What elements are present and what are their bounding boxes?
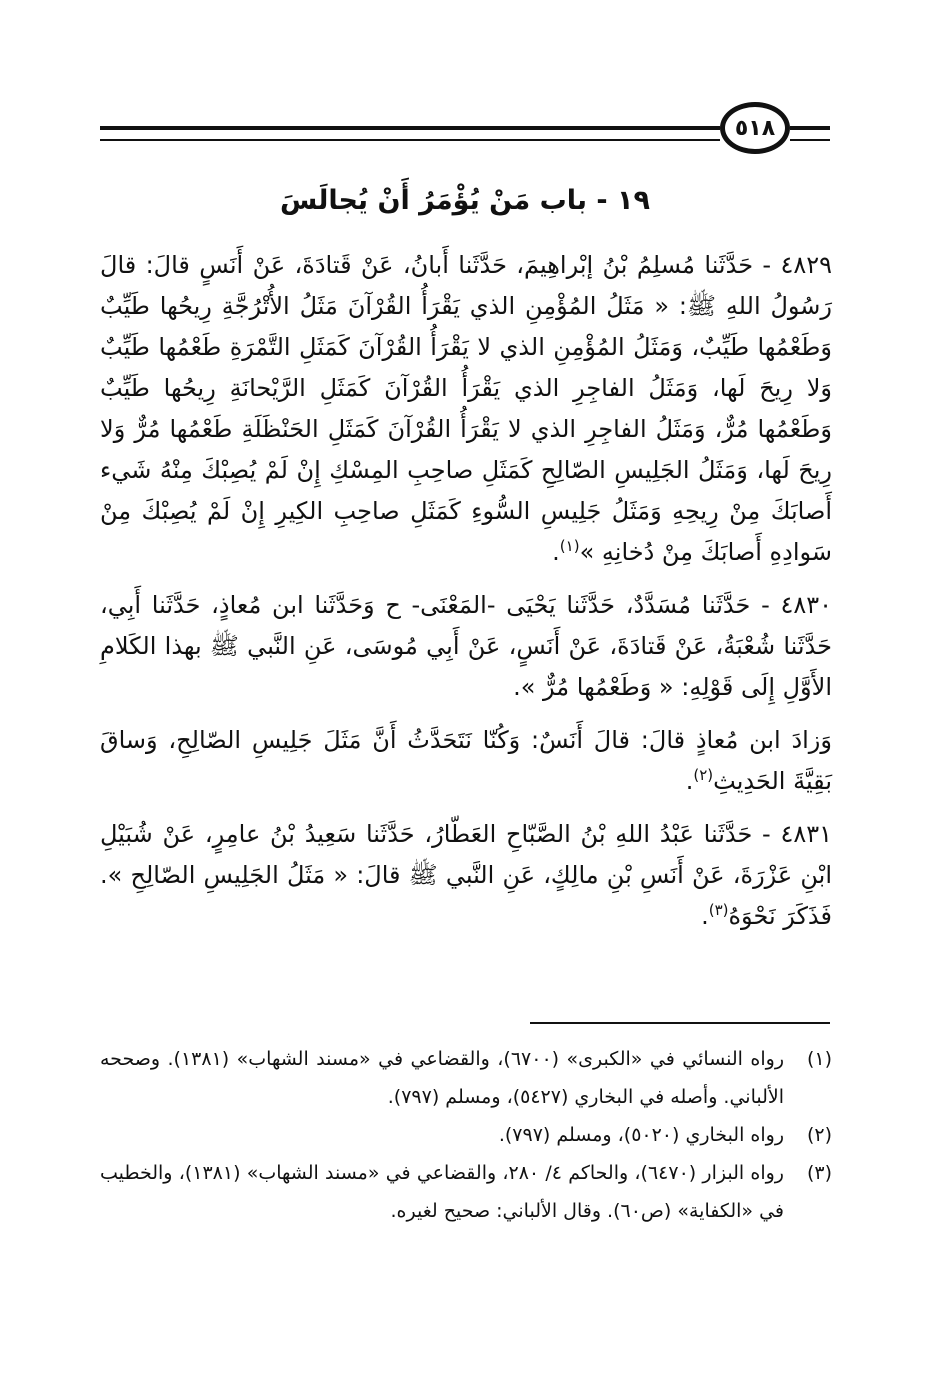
footnote-ref: (٣) (708, 901, 729, 919)
footnote-number: (٣) (806, 1162, 832, 1184)
hadith-end: . (552, 538, 560, 566)
chapter-title: ١٩ - باب مَنْ يُؤْمَرُ أَنْ يُجالَسَ (280, 185, 650, 216)
hadith-body: ٤٨٢٩ - حَدَّثَنا مُسلِمُ بْنُ إبْراهِيمَ، حَدَّثَنا أَبانُ، عَنْ قَتادَةَ، عَنْ أَنَسٍ قالَ: قالَ رَسُولُ اللهِ ﷺ: « مَثَلُ المُؤْمِنِ الذي يَقْرَأُ القُرْآنَ مَثَلُ الأُتْرُجَّةِ رِيحُها طَيِّبٌ وَطَعْمُها طَيِّبٌ، وَمَثَلُ المُؤْمِنِ الذي لا يَقْرَأُ القُرْآنَ كَمَثَلِ التَّمْرَةِ طَعْمُها طَيِّبٌ وَلا رِيحَ لَها، وَمَثَلُ الفاجِرِ الذي يَقْرَأُ القُرْآنَ كَمَثَلِ الرَّيْحانَةِ رِيحُها طَيِّبٌ وَطَعْمُها مُرٌّ، وَمَثَلُ الفاجِرِ الذي لا يَقْرَأُ القُرْآنَ كَمَثَلِ الحَنْظَلَةِ طَعْمُها مُرٌّ وَلا رِيحَ لَها، وَمَثَلُ الجَلِيسِ الصّالِحِ كَمَثَلِ صاحِبِ المِسْكِ إِنْ لَمْ يُصِبْكَ مِنْهُ شَيء أَصابَكَ مِنْ رِيحِهِ وَمَثَلُ جَلِيسِ السُّوءِ كَمَثَلِ صاحِبِ الكِيرِ إِنْ لَمْ يُصِبْكَ مِنْ سَوادِهِ أَصابَكَ مِنْ دُخانِهِ » (100, 251, 832, 566)
header-rule-tail (790, 126, 830, 141)
footnote-2 (100, 1116, 832, 1154)
hadith-4831 (100, 814, 832, 937)
footnote-1 (100, 1040, 832, 1116)
footnote-number: (١) (806, 1048, 832, 1070)
footnote-3 (100, 1154, 832, 1230)
footnote-text: رواه النسائي في «الكبرى» (٦٧٠٠)، والقضاعي في «مسند الشهاب» (١٣٨١). وصححه الألباني. وأصله في البخاري (٥٤٢٧)، ومسلم (٧٩٧). (100, 1048, 784, 1108)
footnote-text: رواه البزار (٦٤٧٠)، والحاكم ٤/ ٢٨٠، والقضاعي في «مسند الشهاب» (١٣٨١)، والخطيب في «الكفاية» (ص٦٠). وقال الألباني: صحيح لغيره. (100, 1162, 784, 1222)
hadith-4830 (100, 585, 832, 708)
hadith-body: وَزادَ ابن مُعاذٍ قالَ: قالَ أَنَسٌ: وَكُنّا نَتَحَدَّثُ أَنَّ مَثَلَ جَلِيسِ الصّالِحِ، وَساقَ بَقِيَّةَ الحَدِيثِ (100, 726, 832, 795)
footnote-divider (530, 1022, 830, 1024)
hadith-end: . (701, 902, 709, 930)
page-number: ٥١٨ (720, 102, 790, 154)
hadith-text (100, 245, 832, 949)
footnote-ref: (١) (559, 537, 580, 555)
hadith-body: ٤٨٣٠ - حَدَّثَنا مُسَدَّدٌ، حَدَّثَنا يَحْيَى -المَعْنَى- ح وَحَدَّثَنا ابن مُعاذٍ، حَدَّثَنا أَبِي، حَدَّثَنا شُعْبَةُ، عَنْ قَتادَةَ، عَنْ أَنَسٍ، عَنْ أَبِي مُوسَى، عَنِ النَّبي ﷺ بهذا الكَلامِ الأَوَّلِ إِلَى قَوْلِهِ: « وَطَعْمُها مُرٌّ ». (100, 591, 832, 701)
header-rule (100, 126, 720, 141)
hadith-4829 (100, 245, 832, 573)
hadith-4830-addition (100, 720, 832, 802)
hadith-end: . (685, 767, 694, 795)
hadith-body: ٤٨٣١ - حَدَّثَنا عَبْدُ اللهِ بْنُ الصَّبّاحِ العَطّارُ، حَدَّثَنا سَعِيدُ بْنُ عامِرٍ، عَنْ شُبَيْلِ ابْنِ عَزْرَةَ، عَنْ أَنَسِ بْنِ مالِكٍ، عَنِ النَّبي ﷺ قالَ: « مَثَلُ الجَلِيسِ الصّالِحِ ». فَذَكَرَ نَحْوَهُ (100, 820, 832, 930)
footnotes (100, 1040, 832, 1230)
footnote-ref: (٢) (693, 766, 714, 784)
footnote-number: (٢) (806, 1124, 832, 1146)
page-header (100, 100, 830, 160)
footnote-text: رواه البخاري (٥٠٢٠)، ومسلم (٧٩٧). (498, 1124, 784, 1146)
